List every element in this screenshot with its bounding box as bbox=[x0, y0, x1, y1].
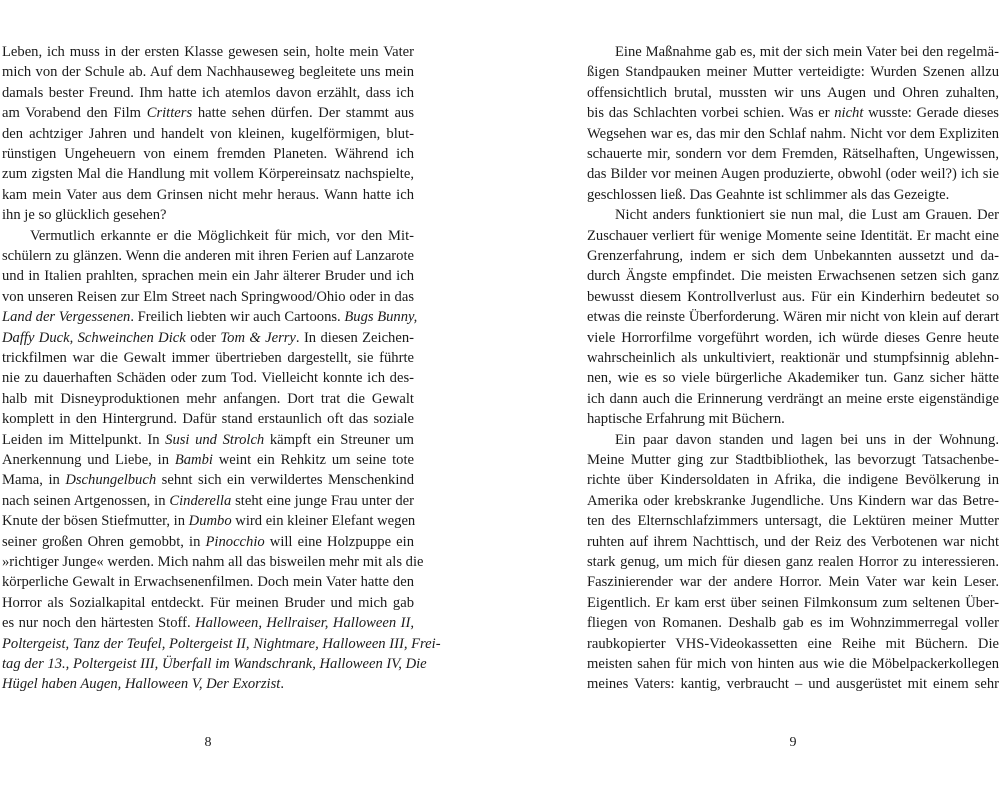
right-page-text bbox=[587, 42, 999, 702]
text-line bbox=[2, 470, 414, 490]
text-line bbox=[587, 511, 999, 531]
text-line bbox=[587, 42, 999, 62]
text-run: . In diesen Zeichen- bbox=[295, 329, 414, 346]
italic-title-text: Bugs Bunny, bbox=[344, 309, 418, 326]
text-line bbox=[587, 103, 999, 123]
text-run: viele Horrorfilme vorgeführt worden, ich würde dieses Genre heute bbox=[587, 329, 999, 346]
text-line bbox=[587, 185, 999, 205]
text-run: ßigen Standpauken meiner Mutter verteidigte: Wurden Szenen allzu bbox=[587, 64, 999, 81]
text-run: Knute der bösen Stiefmutter, in bbox=[2, 513, 189, 530]
text-run: trickfilmen war die Gewalt immer übertrieben dargestellt, sie führte bbox=[2, 350, 414, 366]
text-run: Leben, ich muss in der ersten Klasse gewesen sein, holte mein Vater bbox=[2, 44, 414, 60]
text-run: Amerika oder krebskranke Jugendliche. Uns Kindern war das Betre- bbox=[587, 492, 999, 509]
text-line bbox=[587, 164, 999, 184]
text-line bbox=[2, 62, 414, 82]
text-line bbox=[587, 124, 999, 144]
text-run: fliegen von Romanen. Deshalb gab es im Wohnzimmerregal voller bbox=[587, 615, 999, 632]
text-line bbox=[2, 164, 414, 184]
text-line bbox=[2, 430, 414, 450]
text-line bbox=[2, 654, 427, 674]
text-line bbox=[2, 409, 414, 429]
text-run: geschlossen ließ. Das Geahnte ist schlimmer als das Gezeigte. bbox=[587, 186, 950, 203]
text-line bbox=[2, 307, 418, 327]
text-line bbox=[2, 287, 414, 307]
text-run: offensichtlich brutal, mussten wir uns Augen und Ohren zuhalten, bbox=[587, 84, 999, 101]
text-line bbox=[2, 42, 414, 62]
italic-title-text: Pinocchio bbox=[205, 533, 265, 550]
text-run: stark genug, um mich für diesen ganz realen Horror zu interessieren. bbox=[587, 554, 999, 570]
text-run: Vermutlich erkannte er die Möglichkeit für mich, vor den Mit- bbox=[30, 227, 414, 244]
text-run: den achtziger Jahren und handelt von kleinen, kugelförmigen, blut- bbox=[2, 125, 414, 142]
text-line bbox=[2, 348, 414, 368]
text-run: Grenzerfahrung, indem er sich dem Unbekannten aussetzt und da- bbox=[587, 248, 999, 264]
text-run: seiner großen Ohren gemobbt, in bbox=[2, 533, 206, 550]
text-run: ich dann auch die Erinnerung verdrängt an meine erste eigenständige bbox=[587, 390, 999, 407]
text-run: bewusst diesem Kontrollverlust aus. Für ein Kinderhirn bedeutet so bbox=[587, 288, 999, 305]
text-run: hatte sehen dürfen. Der stammt aus bbox=[192, 105, 415, 122]
italic-title-text: Daffy Duck, Schweinchen Dick bbox=[2, 329, 186, 346]
italic-title-text: Poltergeist, Tanz der Teufel, Poltergeist II, Nightmare, Halloween III, Frei- bbox=[2, 635, 441, 652]
text-line bbox=[587, 389, 999, 409]
text-run: Wegsehen war es, das mir den Schlaf nahm. Nicht vor dem Expliziten bbox=[587, 125, 999, 142]
text-line bbox=[587, 532, 999, 552]
text-run: halb mit Disneyproduktionen mehr anfangen. Dort trat die Gewalt bbox=[2, 390, 414, 407]
text-run: etwas die reinste Überforderung. Wären mir nicht von klein auf derart bbox=[587, 309, 999, 326]
text-run: Horror als Sozialkapital entdeckt. Für meinen Bruder und mich gab bbox=[2, 594, 414, 611]
text-line bbox=[587, 62, 999, 82]
text-run: sehnt sich ein verwildertes Menschenkind bbox=[156, 472, 414, 489]
text-run: Meine Mutter ging zur Stadtbibliothek, las bevorzugt Tatsachenbe- bbox=[587, 452, 999, 468]
text-run: wird ein kleiner Elefant wegen bbox=[231, 513, 416, 530]
text-line bbox=[2, 205, 414, 225]
text-line bbox=[587, 409, 999, 429]
text-run: steht eine junge Frau unter der bbox=[231, 492, 414, 509]
text-line bbox=[587, 368, 999, 388]
text-run: wahrscheinlich als unkultiviert, reaktionär und stumpfsinnig ablehn- bbox=[587, 350, 999, 366]
text-run: ihn je so glücklich gesehen? bbox=[2, 207, 167, 224]
text-line bbox=[2, 389, 414, 409]
text-run: mich von der Schule ab. Auf dem Nachhauseweg begleitete uns mein bbox=[2, 64, 414, 81]
text-run: am Vorabend den Film bbox=[2, 105, 147, 122]
text-line bbox=[587, 613, 999, 633]
text-run: haptische Erfahrung mit Büchern. bbox=[587, 411, 785, 428]
text-line bbox=[2, 368, 414, 388]
italic-title-text: Halloween, Hellraiser, Halloween II, bbox=[195, 615, 414, 632]
text-run: ten des Elternschlafzimmers untersagt, die Lektüren meiner Mutter bbox=[587, 513, 999, 530]
text-run: ruhten auf ihrem Nachttisch, und der Reiz des Verbotenen war nicht bbox=[587, 533, 999, 550]
text-run: und in Italien prahlten, sprachen mein ein Jahr älterer Bruder und ich bbox=[2, 268, 414, 285]
text-line bbox=[587, 83, 999, 103]
italic-title-text: Tom & Jerry bbox=[220, 329, 296, 346]
text-line bbox=[2, 185, 414, 205]
text-line bbox=[587, 430, 999, 450]
text-line bbox=[2, 246, 414, 266]
text-line bbox=[587, 287, 999, 307]
text-run: rünstigen Ungeheuern von einem fremden Planeten. Während ich bbox=[2, 146, 414, 162]
italic-title-text: tag der 13., Poltergeist III, Überfall im Wandschrank, Halloween IV, Die bbox=[2, 656, 427, 672]
text-run: damals bester Freund. Ihm hatte ich atemlos davon erzählt, dass ich bbox=[2, 84, 414, 101]
text-run: komplett in den Hintergrund. Dafür stand erstaunlich oft das soziale bbox=[2, 411, 414, 428]
right-page bbox=[587, 42, 999, 750]
text-run: schülern zu glänzen. Wenn die anderen mit ihren Ferien auf Lanzarote bbox=[2, 248, 414, 264]
text-run: nie zu dauerhaften Schäden oder zum Tod. Vielleicht konnte ich des- bbox=[2, 370, 414, 387]
text-line bbox=[587, 226, 999, 246]
left-page-number: 8 bbox=[204, 735, 212, 750]
italic-title-text: Land der Vergessenen bbox=[2, 309, 131, 326]
text-run: meines Vaters: kantig, verbraucht – und ausgerüstet mit einem sehr bbox=[587, 676, 999, 693]
text-line bbox=[2, 593, 414, 613]
text-line bbox=[2, 532, 414, 552]
text-line bbox=[587, 654, 999, 674]
text-run: wusste: Gerade dieses bbox=[863, 105, 999, 122]
text-line bbox=[587, 450, 999, 470]
text-run: . bbox=[280, 676, 284, 693]
text-run: weint ein Rehkitz um seine tote bbox=[212, 452, 414, 468]
text-run: bis das Schlachten vorbei schien. Was er bbox=[587, 105, 835, 122]
text-line bbox=[587, 552, 999, 572]
text-run: Zuschauer verliert für wenige Momente seine Identität. Er macht eine bbox=[587, 227, 999, 244]
text-run: Faszinierender war der andere Horror. Mein Vater war kein Leser. bbox=[587, 574, 999, 591]
italic-title-text: Hügel haben Augen, Halloween V, Der Exorzist bbox=[2, 676, 281, 693]
text-run: Ein paar davon standen und lagen bei uns in der Wohnung. bbox=[615, 431, 999, 448]
text-line bbox=[2, 552, 424, 572]
text-run: kam mein Vater aus dem Grinsen nicht mehr heraus. Wann hatte ich bbox=[2, 186, 414, 203]
text-line bbox=[2, 328, 414, 348]
text-run: das Bilder vor meinen Augen produzierte, obwohl (oder weil?) ich sie bbox=[587, 166, 999, 183]
text-line bbox=[2, 450, 414, 470]
text-line bbox=[2, 266, 414, 286]
text-run: Anerkennung und Liebe, in bbox=[2, 452, 175, 468]
italic-title-text: Susi und Strolch bbox=[165, 431, 265, 448]
text-line bbox=[2, 124, 414, 144]
text-line bbox=[587, 593, 999, 613]
text-run: zum zigsten Mal die Handlung mit vollem Körpereinsatz nachspielte, bbox=[2, 166, 414, 183]
text-line bbox=[2, 226, 414, 246]
italic-title-text: Bambi bbox=[174, 452, 213, 468]
text-line bbox=[587, 572, 999, 592]
text-line bbox=[2, 491, 414, 511]
italic-title-text: nicht bbox=[834, 105, 864, 122]
text-line bbox=[2, 511, 414, 531]
text-line bbox=[587, 634, 999, 654]
text-run: raubkopierter VHS-Videokassetten eine Reihe mit Büchern. Die bbox=[587, 635, 999, 652]
text-run: »richtiger Junge« werden. Mich nahm all das bisweilen mehr mit als die bbox=[2, 554, 424, 570]
text-run: von unseren Reisen zur Elm Street nach Springwood/Ohio oder in das bbox=[2, 288, 414, 305]
text-run: will eine Holzpuppe ein bbox=[264, 533, 415, 550]
italic-title-text: Critters bbox=[146, 105, 193, 122]
text-line bbox=[587, 674, 999, 694]
text-line bbox=[2, 613, 414, 633]
text-line bbox=[587, 328, 999, 348]
text-line bbox=[587, 491, 999, 511]
text-run: durch Ängste empfindet. Die meisten Erwachsenen setzen sich ganz bbox=[587, 268, 999, 285]
text-run: körperliche Gewalt in Erwachsenenfilmen. Doch mein Vater hatte den bbox=[2, 574, 414, 591]
text-line bbox=[587, 470, 999, 490]
text-line bbox=[2, 572, 414, 592]
text-line bbox=[587, 348, 999, 368]
right-page-number: 9 bbox=[789, 735, 797, 750]
text-line bbox=[587, 205, 999, 225]
text-line bbox=[587, 144, 999, 164]
text-run: meisten sahen für mich von hinten aus wie die Möbelpackerkollegen bbox=[587, 656, 999, 672]
italic-title-text: Cinderella bbox=[169, 492, 232, 509]
text-line bbox=[587, 307, 999, 327]
text-run: Nicht anders funktioniert sie nun mal, die Lust am Grauen. Der bbox=[615, 207, 999, 224]
text-line bbox=[2, 674, 414, 694]
text-line bbox=[2, 83, 414, 103]
text-line bbox=[2, 144, 414, 164]
italic-title-text: Dschungelbuch bbox=[65, 472, 157, 489]
text-run: richte über Kindersoldaten in Afrika, die indigene Bevölkerung in bbox=[587, 472, 999, 489]
text-line bbox=[2, 634, 441, 654]
text-run: schauerte mir, sondern vor dem Fremden, Rätselhaften, Ungewissen, bbox=[587, 146, 999, 162]
text-line bbox=[2, 103, 414, 123]
text-run: Eigentlich. Er kam erst über seinen Filmkonsum zum seltenen Über- bbox=[587, 594, 999, 611]
left-page bbox=[2, 42, 441, 750]
text-run: nach seinen Artgenossen, in bbox=[2, 492, 170, 509]
text-run: Eine Maßnahme gab es, mit der sich mein Vater bei den regelmä- bbox=[615, 44, 999, 60]
text-run: Mama, in bbox=[2, 472, 66, 489]
text-run: es nur noch den härtesten Stoff. bbox=[2, 615, 196, 632]
text-run: oder bbox=[185, 329, 221, 346]
italic-title-text: Dumbo bbox=[188, 513, 232, 530]
text-line bbox=[587, 246, 999, 266]
text-line bbox=[587, 266, 999, 286]
left-page-text bbox=[2, 42, 441, 702]
text-run: kämpft ein Streuner um bbox=[264, 431, 414, 448]
text-run: . Freilich liebten wir auch Cartoons. bbox=[130, 309, 345, 326]
text-run: nen, wie es so viele bürgerliche Akademiker tun. Ganz sicher hätte bbox=[587, 370, 999, 387]
text-run: Leiden im Mittelpunkt. In bbox=[2, 431, 166, 448]
